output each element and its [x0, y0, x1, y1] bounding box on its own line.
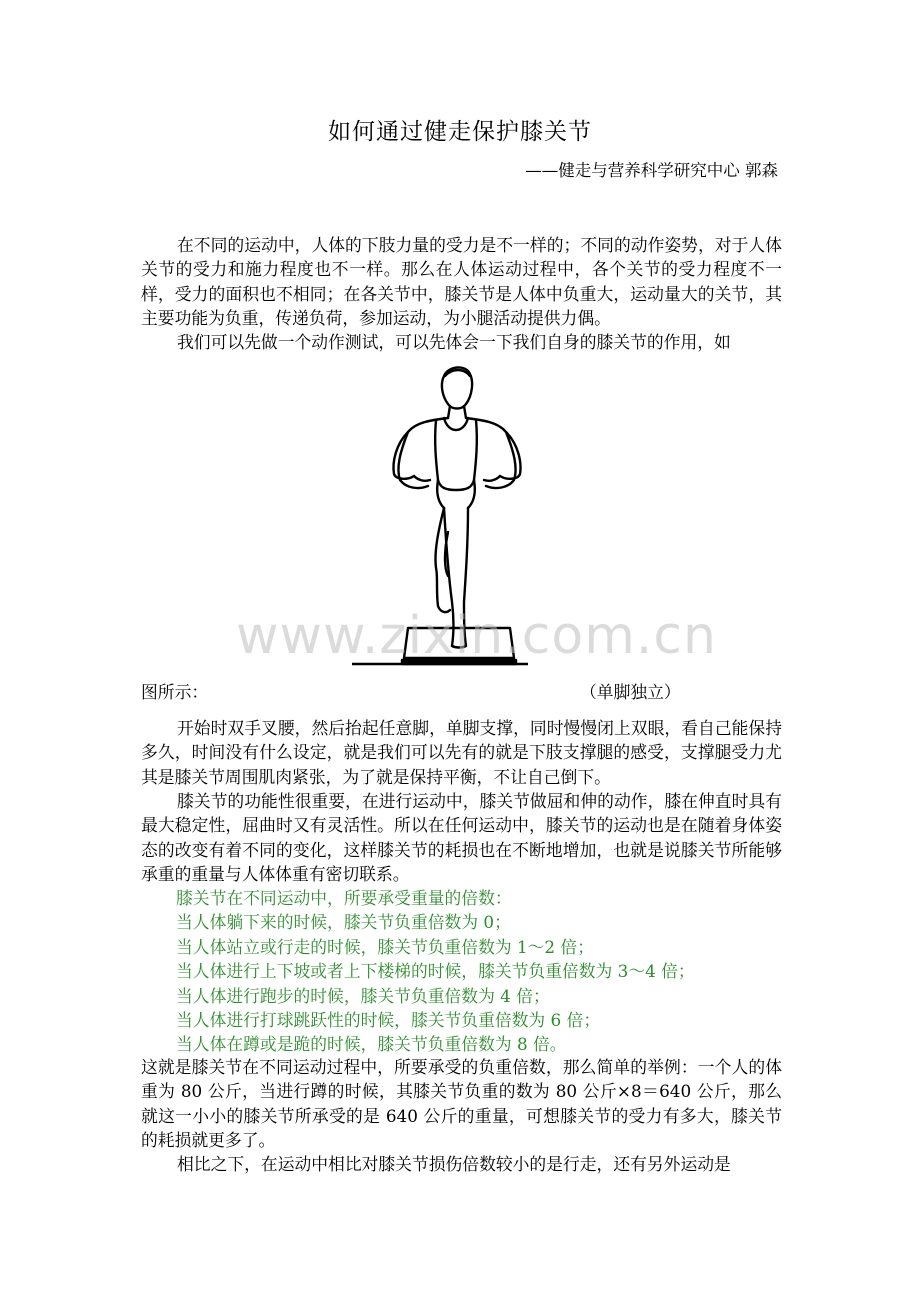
- test-paragraph: 我们可以先做一个动作测试，可以先体会一下我们自身的膝关节的作用，如: [177, 332, 731, 352]
- load-multiplier-list: [176, 886, 786, 1057]
- example-paragraph: 这就是膝关节在不同运动过程中，所要承受的负重倍数，那么简单的举例：一个人的体重为 80 公斤，当进行蹲的时候，其膝关节负重的数为 80 公斤×8＝640 公斤，那么就这一小小的膝关节所承受的是 640 公斤的重量，可想膝关节的受力有多大，膝关节的耗损就更多了。: [141, 1057, 782, 1151]
- figure-caption: （单脚独立）: [580, 682, 681, 702]
- list-item: 当人体进行跑步的时候，膝关节负重倍数为 4 倍；: [176, 985, 550, 1006]
- list-item: 当人体躺下来的时候，膝关节负重倍数为 0；: [176, 912, 511, 933]
- tank-top-neck: [444, 418, 468, 430]
- right-hand: [484, 476, 500, 481]
- hips: [437, 480, 475, 508]
- knee-function-paragraph: 膝关节的功能性很重要，在进行运动中，膝关节做屈和伸的动作，膝在伸直时具有最大稳定性，屈曲时又有灵活性。所以在任何运动中，膝关节的运动也是在随着身体姿态的改变有着不同的变化，这样膝关节的耗损也在不断地增加，也就是说膝关节所能够承重的重量与人体体重有密切联系。: [141, 791, 782, 885]
- list-heading: 膝关节在不同运动中，所要承受重量的倍数：: [176, 888, 512, 908]
- author-byline: ——健走与营养科学研究中心 郭森: [525, 161, 778, 180]
- intro-paragraph: 在不同的运动中，人体的下肢力量的受力是不一样的；不同的动作姿势，对于人体关节的受力和施力程度也不一样。那么在人体运动过程中，各个关节的受力程度不一样，受力的面积也不相同；在各关节中，膝关节是人体中负重大，运动量大的关节，其主要功能为负重，传递负荷，参加运动，为小腿活动提供力偶。: [141, 235, 782, 329]
- left-hand: [414, 476, 430, 481]
- figure-caption-lead: 图所示：: [141, 682, 209, 702]
- platform-base: [402, 660, 516, 664]
- standing-leg: [444, 508, 468, 648]
- comparison-paragraph: 相比之下，在运动中相比对膝关节损伤倍数较小的是行走，还有另外运动是: [177, 1154, 731, 1174]
- balance-paragraph: 开始时双手叉腰，然后抬起任意脚，单脚支撑，同时慢慢闭上双眼，看自己能保持多久，时间没有什么设定，就是我们可以先有的就是下肢支撑腿的感受，支撑腿受力尤其是膝关节周围肌肉紧张，为了就是保持平衡，不让自己倒下。: [141, 718, 782, 787]
- list-item: 当人体进行打球跳跃性的时候，膝关节负重倍数为 6 倍；: [176, 1010, 601, 1031]
- list-item: 当人体在蹲或是跪的时候，膝关节负重倍数为 8 倍。: [176, 1034, 567, 1055]
- single-leg-stance-illustration: [352, 362, 528, 670]
- page-title: 如何通过健走保护膝关节: [328, 119, 592, 145]
- list-item: 当人体进行上下坡或者上下楼梯的时候，膝关节负重倍数为 3～4 倍；: [176, 961, 695, 982]
- platform-top: [404, 628, 514, 658]
- watermark: www.zixin.com.cn: [236, 606, 717, 666]
- list-item: 当人体站立或行走的时候，膝关节负重倍数为 1～2 倍；: [176, 936, 594, 957]
